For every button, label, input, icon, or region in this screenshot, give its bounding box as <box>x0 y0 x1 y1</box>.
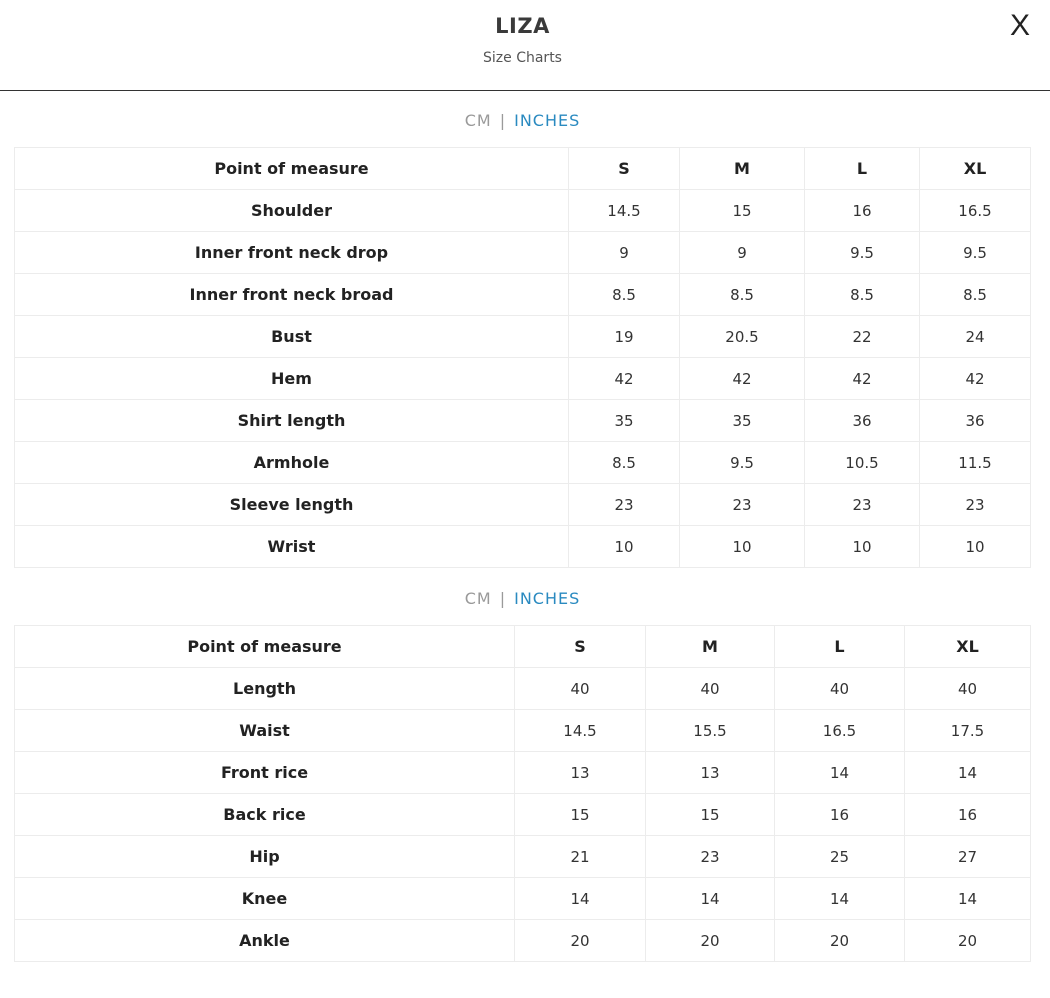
size-value: 13 <box>646 752 775 794</box>
measure-name: Hip <box>15 836 515 878</box>
measure-name: Armhole <box>15 442 569 484</box>
size-value: 35 <box>569 400 680 442</box>
size-value: 42 <box>680 358 805 400</box>
size-value: 9.5 <box>680 442 805 484</box>
size-value: 22 <box>805 316 920 358</box>
bottom-size-table <box>14 625 1031 962</box>
table-row <box>15 836 1031 878</box>
table-row <box>15 794 1031 836</box>
size-charts-subtitle: Size Charts <box>483 50 562 66</box>
size-value: 23 <box>920 484 1031 526</box>
size-value: 40 <box>775 668 905 710</box>
measure-name: Inner front neck drop <box>15 232 569 274</box>
size-value: 14 <box>905 878 1031 920</box>
unit-separator: | <box>499 589 507 608</box>
size-value: 14 <box>646 878 775 920</box>
size-value: 21 <box>515 836 646 878</box>
size-value: 35 <box>680 400 805 442</box>
column-header: M <box>646 626 775 668</box>
table-row <box>15 400 1031 442</box>
table-header-row <box>15 626 1031 668</box>
size-value: 42 <box>569 358 680 400</box>
unit-inches-option[interactable]: INCHES <box>514 111 581 130</box>
size-value: 8.5 <box>569 442 680 484</box>
column-header: L <box>775 626 905 668</box>
size-value: 27 <box>905 836 1031 878</box>
size-value: 9.5 <box>920 232 1031 274</box>
size-value: 16 <box>775 794 905 836</box>
table-header-row <box>15 148 1031 190</box>
table-row <box>15 484 1031 526</box>
size-value: 8.5 <box>569 274 680 316</box>
table-row <box>15 442 1031 484</box>
size-value: 36 <box>920 400 1031 442</box>
column-header: XL <box>905 626 1031 668</box>
size-value: 40 <box>515 668 646 710</box>
size-value: 40 <box>646 668 775 710</box>
measure-name: Wrist <box>15 526 569 568</box>
measure-name: Knee <box>15 878 515 920</box>
size-value: 40 <box>905 668 1031 710</box>
unit-toggle <box>0 111 1045 130</box>
measure-name: Bust <box>15 316 569 358</box>
size-value: 16 <box>905 794 1031 836</box>
table-row <box>15 274 1031 316</box>
measure-name: Waist <box>15 710 515 752</box>
size-value: 14.5 <box>515 710 646 752</box>
table-row <box>15 526 1031 568</box>
table-row <box>15 190 1031 232</box>
measure-name: Length <box>15 668 515 710</box>
size-value: 14 <box>775 752 905 794</box>
table-row <box>15 316 1031 358</box>
unit-separator: | <box>499 111 507 130</box>
table-row <box>15 710 1031 752</box>
size-value: 25 <box>775 836 905 878</box>
table-row <box>15 878 1031 920</box>
size-value: 8.5 <box>680 274 805 316</box>
size-value: 23 <box>805 484 920 526</box>
size-value: 15 <box>646 794 775 836</box>
size-value: 8.5 <box>920 274 1031 316</box>
column-header: L <box>805 148 920 190</box>
product-title: LIZA <box>495 14 550 38</box>
size-value: 10.5 <box>805 442 920 484</box>
measure-name: Inner front neck broad <box>15 274 569 316</box>
size-value: 42 <box>920 358 1031 400</box>
size-value: 20.5 <box>680 316 805 358</box>
column-header: Point of measure <box>15 626 515 668</box>
table-row <box>15 358 1031 400</box>
column-header: XL <box>920 148 1031 190</box>
size-value: 20 <box>515 920 646 962</box>
unit-toggle <box>0 589 1045 608</box>
top-size-table <box>14 147 1031 568</box>
size-value: 10 <box>680 526 805 568</box>
size-value: 16.5 <box>920 190 1031 232</box>
size-value: 9.5 <box>805 232 920 274</box>
measure-name: Sleeve length <box>15 484 569 526</box>
size-value: 10 <box>569 526 680 568</box>
size-value: 10 <box>805 526 920 568</box>
measure-name: Ankle <box>15 920 515 962</box>
size-value: 8.5 <box>805 274 920 316</box>
table-row <box>15 668 1031 710</box>
column-header: Point of measure <box>15 148 569 190</box>
size-value: 10 <box>920 526 1031 568</box>
unit-inches-option[interactable]: INCHES <box>514 589 581 608</box>
size-value: 17.5 <box>905 710 1031 752</box>
measure-name: Hem <box>15 358 569 400</box>
column-header: S <box>515 626 646 668</box>
size-value: 14 <box>515 878 646 920</box>
size-value: 16 <box>805 190 920 232</box>
size-value: 23 <box>569 484 680 526</box>
column-header: M <box>680 148 805 190</box>
size-chart-header <box>0 0 1050 91</box>
size-value: 15 <box>680 190 805 232</box>
size-value: 20 <box>905 920 1031 962</box>
measure-name: Shirt length <box>15 400 569 442</box>
size-value: 20 <box>646 920 775 962</box>
size-value: 14 <box>905 752 1031 794</box>
size-value: 15 <box>515 794 646 836</box>
unit-cm-option[interactable]: CM <box>464 111 492 130</box>
close-button[interactable]: X <box>1009 9 1030 42</box>
size-value: 20 <box>775 920 905 962</box>
size-value: 36 <box>805 400 920 442</box>
table-row <box>15 232 1031 274</box>
size-value: 23 <box>646 836 775 878</box>
measure-name: Back rice <box>15 794 515 836</box>
table-row <box>15 752 1031 794</box>
size-value: 9 <box>680 232 805 274</box>
size-value: 42 <box>805 358 920 400</box>
size-value: 16.5 <box>775 710 905 752</box>
size-value: 14.5 <box>569 190 680 232</box>
size-value: 13 <box>515 752 646 794</box>
size-value: 15.5 <box>646 710 775 752</box>
size-value: 24 <box>920 316 1031 358</box>
size-value: 23 <box>680 484 805 526</box>
unit-cm-option[interactable]: CM <box>464 589 492 608</box>
measure-name: Shoulder <box>15 190 569 232</box>
size-value: 9 <box>569 232 680 274</box>
size-value: 14 <box>775 878 905 920</box>
column-header: S <box>569 148 680 190</box>
size-value: 19 <box>569 316 680 358</box>
table-row <box>15 920 1031 962</box>
size-value: 11.5 <box>920 442 1031 484</box>
measure-name: Front rice <box>15 752 515 794</box>
